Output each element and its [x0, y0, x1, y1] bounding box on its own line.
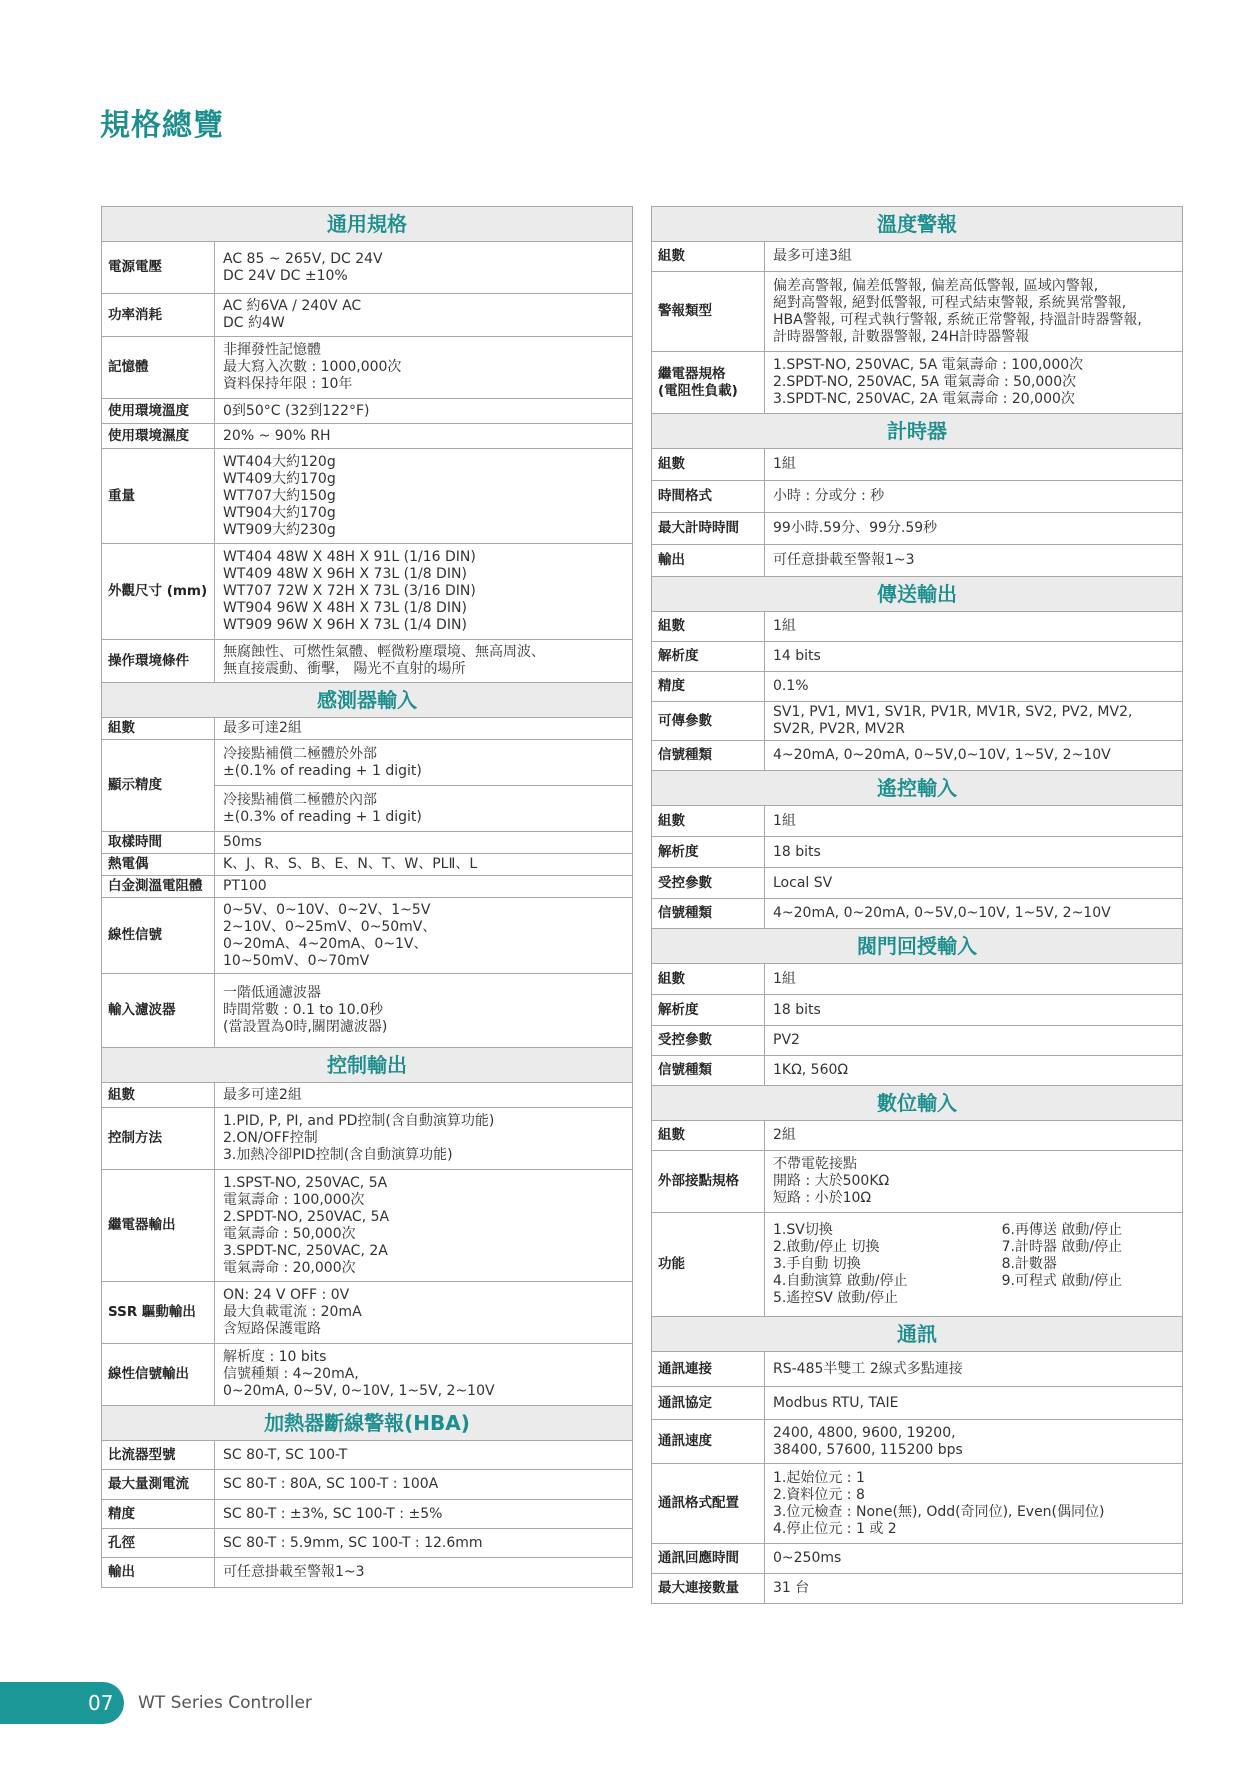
spec-value: 解析度 : 10 bits 信號種類 : 4~20mA, 0~20mA, 0~5V, 0~10V, 1~5V, 2~10V: [215, 1344, 633, 1406]
spec-value: 1組: [765, 612, 1183, 642]
spec-value: 0.1%: [765, 672, 1183, 702]
spec-row: [652, 1420, 1183, 1464]
spec-value: 18 bits: [765, 995, 1183, 1026]
spec-label: 信號種類: [652, 899, 765, 929]
spec-label: 顯示精度: [102, 740, 215, 832]
section-title: 計時器: [652, 414, 1183, 449]
footer-series-name: WT Series Controller: [138, 1693, 312, 1713]
spec-label: 組數: [652, 449, 765, 481]
spec-value: 1.SPST-NO, 250VAC, 5A 電氣壽命 : 100,000次 2.SPDT-NO, 250VAC, 5A 電氣壽命 : 50,000次 3.SPDT-NC, 250VAC, 2A 電氣壽命 : 20,000次: [215, 1170, 633, 1282]
spec-value: PV2: [765, 1026, 1183, 1056]
spec-row: [102, 1441, 633, 1470]
spec-row: [102, 1170, 633, 1282]
section-title: 加熱器斷線警報(HBA): [102, 1406, 633, 1441]
spec-row: [652, 513, 1183, 545]
spec-value: AC 約6VA / 240V AC DC 約4W: [215, 294, 633, 337]
spec-row: [652, 481, 1183, 513]
spec-value: 小時 : 分或分 : 秒: [765, 481, 1183, 513]
spec-label: 信號種類: [652, 1056, 765, 1086]
spec-label: 控制方法: [102, 1108, 215, 1170]
spec-label: 解析度: [652, 995, 765, 1026]
spec-row: [102, 854, 633, 876]
spec-row: [652, 612, 1183, 642]
spec-label: 記憶體: [102, 337, 215, 399]
spec-value: PT100: [215, 876, 633, 898]
spec-value: 20% ~ 90% RH: [215, 424, 633, 449]
spec-label: 輸出: [102, 1558, 215, 1588]
spec-row: [652, 1574, 1183, 1604]
spec-row: [102, 424, 633, 449]
spec-label: 最大連接數量: [652, 1574, 765, 1604]
spec-label: 使用環境溫度: [102, 399, 215, 424]
spec-value: 無腐蝕性、可燃性氣體、輕微粉塵環境、無高周波、 無直接震動、衝擊， 陽光不直射的場所: [215, 640, 633, 683]
spec-row: [652, 741, 1183, 771]
spec-label: 精度: [102, 1500, 215, 1529]
page-title: 規格總覽: [100, 108, 224, 143]
section-title: 感測器輸入: [102, 683, 633, 718]
left-spec-column: [101, 206, 633, 1588]
spec-label: 最大計時時間: [652, 513, 765, 545]
spec-row: [102, 1529, 633, 1558]
spec-row: [652, 899, 1183, 929]
spec-label: 組數: [652, 1121, 765, 1151]
spec-row: [652, 837, 1183, 868]
spec-row: [102, 974, 633, 1048]
spec-row: [102, 1108, 633, 1170]
spec-row: [102, 399, 633, 424]
spec-value: WT404 48W X 48H X 91L (1/16 DIN) WT409 48W X 96H X 73L (1/8 DIN) WT707 72W X 72H X 73L (3/16 DIN) WT904 96W X 48H X 73L (1/8 DIN) WT909 96W X 96H X 73L (1/4 DIN): [215, 544, 633, 640]
spec-value: K、J、R、S、B、E、N、T、W、PLⅡ、L: [215, 854, 633, 876]
spec-value: 非揮發性記憶體 最大寫入次數 : 1000,000次 資料保持年限 : 10年: [215, 337, 633, 399]
spec-label: 取樣時間: [102, 832, 215, 854]
spec-label: 操作環境條件: [102, 640, 215, 683]
spec-row: [652, 1026, 1183, 1056]
spec-row: [652, 642, 1183, 672]
spec-row: [102, 718, 633, 740]
spec-value: 0到50°C (32到122°F): [215, 399, 633, 424]
spec-label: 線性信號輸出: [102, 1344, 215, 1406]
spec-row: [652, 272, 1183, 352]
spec-label: 熱電偶: [102, 854, 215, 876]
spec-value: 0~250ms: [765, 1544, 1183, 1574]
spec-row: [652, 1151, 1183, 1213]
spec-row: [652, 1544, 1183, 1574]
spec-label: 通訊速度: [652, 1420, 765, 1464]
spec-value: ON: 24 V OFF : 0V 最大負載電流 : 20mA 含短路保護電路: [215, 1282, 633, 1344]
spec-label: 輸出: [652, 545, 765, 577]
spec-row: [652, 995, 1183, 1026]
spec-row: [102, 876, 633, 898]
spec-row: [652, 806, 1183, 837]
spec-value: SV1, PV1, MV1, SV1R, PV1R, MV1R, SV2, PV2, MV2, SV2R, PV2R, MV2R: [765, 702, 1183, 741]
spec-label: 使用環境濕度: [102, 424, 215, 449]
spec-label: SSR 驅動輸出: [102, 1282, 215, 1344]
spec-value: 最多可達3組: [765, 242, 1183, 272]
spec-value: 50ms: [215, 832, 633, 854]
spec-value: 4~20mA, 0~20mA, 0~5V,0~10V, 1~5V, 2~10V: [765, 741, 1183, 771]
spec-row: [102, 1282, 633, 1344]
spec-label: 受控參數: [652, 868, 765, 899]
spec-value: 冷接點補償二極體於外部 ±(0.1% of reading + 1 digit): [215, 740, 633, 786]
spec-value: 最多可達2組: [215, 1083, 633, 1108]
right-spec-column: [651, 206, 1183, 1604]
spec-value: 1組: [765, 964, 1183, 995]
spec-row: [652, 449, 1183, 481]
spec-row: [652, 702, 1183, 741]
spec-value: 2組: [765, 1121, 1183, 1151]
spec-row: [652, 868, 1183, 899]
spec-value: 偏差高警報, 偏差低警報, 偏差高低警報, 區域內警報, 絕對高警報, 絕對低警報, 可程式結束警報, 系統異常警報, HBA警報, 可程式執行警報, 系統正常警報, 持溫計時器警報, 計時器警報, 計數器警報, 24H計時器警報: [765, 272, 1183, 352]
spec-value: [765, 1213, 1183, 1317]
function-list-col2: 6.再傳送 啟動/停止 7.計時器 啟動/停止 8.計數器 9.可程式 啟動/停止: [1001, 1222, 1123, 1289]
function-list-col1: 1.SV切換 2.啟動/停止 切換 3.手自動 切換 4.自動演算 啟動/停止 5.遙控SV 啟動/停止: [773, 1222, 908, 1306]
spec-value: SC 80-T : 80A, SC 100-T : 100A: [215, 1470, 633, 1500]
spec-value: 31 台: [765, 1574, 1183, 1604]
spec-value: 0~5V、0~10V、0~2V、1~5V 2~10V、0~25mV、0~50mV、 0~20mA、4~20mA、0~1V、 10~50mV、0~70mV: [215, 898, 633, 974]
spec-row: [652, 964, 1183, 995]
section-title: 遙控輸入: [652, 771, 1183, 806]
spec-label: 時間格式: [652, 481, 765, 513]
spec-value: RS-485半雙工 2線式多點連接: [765, 1352, 1183, 1387]
spec-row: [102, 1500, 633, 1529]
spec-label: 輸入濾波器: [102, 974, 215, 1048]
spec-label: 通訊格式配置: [652, 1464, 765, 1544]
spec-label: 組數: [652, 806, 765, 837]
spec-label: 孔徑: [102, 1529, 215, 1558]
spec-row: [652, 1352, 1183, 1387]
spec-label: 功能: [652, 1213, 765, 1317]
spec-row: [102, 740, 633, 786]
spec-row: [652, 1387, 1183, 1420]
spec-label: 組數: [102, 718, 215, 740]
spec-row: [102, 1083, 633, 1108]
spec-row: [102, 242, 633, 294]
section-title: 溫度警報: [652, 207, 1183, 242]
spec-value: 冷接點補償二極體於內部 ±(0.3% of reading + 1 digit): [215, 786, 633, 832]
spec-label: 電源電壓: [102, 242, 215, 294]
spec-value: 1.PID, P, PI, and PD控制(含自動演算功能) 2.ON/OFF控制 3.加熱冷卻PID控制(含自動演算功能): [215, 1108, 633, 1170]
spec-value: 2400, 4800, 9600, 19200, 38400, 57600, 115200 bps: [765, 1420, 1183, 1464]
spec-value: 最多可達2組: [215, 718, 633, 740]
spec-label: 外部接點規格: [652, 1151, 765, 1213]
section-title: 通訊: [652, 1317, 1183, 1352]
spec-row: [102, 449, 633, 544]
spec-value: 1組: [765, 449, 1183, 481]
spec-label: 外觀尺寸 (mm): [102, 544, 215, 640]
spec-value: SC 80-T, SC 100-T: [215, 1441, 633, 1470]
spec-value: 14 bits: [765, 642, 1183, 672]
spec-value: 不帶電乾接點 開路 : 大於500KΩ 短路 : 小於10Ω: [765, 1151, 1183, 1213]
spec-value: Local SV: [765, 868, 1183, 899]
spec-row: [102, 640, 633, 683]
spec-value: Modbus RTU, TAIE: [765, 1387, 1183, 1420]
spec-row: [102, 294, 633, 337]
spec-label: 功率消耗: [102, 294, 215, 337]
spec-label: 線性信號: [102, 898, 215, 974]
spec-value: 1.SPST-NO, 250VAC, 5A 電氣壽命 : 100,000次 2.SPDT-NO, 250VAC, 5A 電氣壽命 : 50,000次 3.SPDT-NC, 250VAC, 2A 電氣壽命 : 20,000次: [765, 352, 1183, 414]
spec-label: 組數: [102, 1083, 215, 1108]
spec-label: 繼電器輸出: [102, 1170, 215, 1282]
spec-row: [652, 545, 1183, 577]
spec-label: 比流器型號: [102, 1441, 215, 1470]
spec-row: [102, 898, 633, 974]
spec-row: [102, 1470, 633, 1500]
spec-row: [102, 544, 633, 640]
spec-label: 受控參數: [652, 1026, 765, 1056]
spec-row: [652, 242, 1183, 272]
spec-value: 1組: [765, 806, 1183, 837]
spec-label: 最大量測電流: [102, 1470, 215, 1500]
spec-label: 信號種類: [652, 741, 765, 771]
section-title: 通用規格: [102, 207, 633, 242]
section-title: 控制輸出: [102, 1048, 633, 1083]
page-number: 07: [88, 1691, 114, 1715]
spec-label: 解析度: [652, 642, 765, 672]
spec-value: SC 80-T : 5.9mm, SC 100-T : 12.6mm: [215, 1529, 633, 1558]
spec-row: [652, 1464, 1183, 1544]
spec-row: [102, 1344, 633, 1406]
spec-label: 通訊協定: [652, 1387, 765, 1420]
spec-value: 99小時.59分、99分.59秒: [765, 513, 1183, 545]
spec-row: [652, 352, 1183, 414]
spec-label: 通訊回應時間: [652, 1544, 765, 1574]
spec-label: 通訊連接: [652, 1352, 765, 1387]
spec-label: 警報類型: [652, 272, 765, 352]
spec-row: [652, 1056, 1183, 1086]
section-title: 閥門回授輸入: [652, 929, 1183, 964]
spec-row: [102, 337, 633, 399]
spec-value: 可任意掛載至警報1~3: [765, 545, 1183, 577]
spec-row: [652, 1213, 1183, 1317]
spec-label: 白金測溫電阻體: [102, 876, 215, 898]
spec-row: [102, 832, 633, 854]
spec-value: 可任意掛載至警報1~3: [215, 1558, 633, 1588]
section-title: 數位輸入: [652, 1086, 1183, 1121]
spec-label: 精度: [652, 672, 765, 702]
spec-value: 1KΩ, 560Ω: [765, 1056, 1183, 1086]
spec-label: 組數: [652, 964, 765, 995]
spec-value: WT404大約120g WT409大約170g WT707大約150g WT904大約170g WT909大約230g: [215, 449, 633, 544]
spec-label: 解析度: [652, 837, 765, 868]
spec-label: 重量: [102, 449, 215, 544]
section-title: 傳送輸出: [652, 577, 1183, 612]
spec-value: 18 bits: [765, 837, 1183, 868]
spec-row: [102, 1558, 633, 1588]
spec-value: 1.起始位元 : 1 2.資料位元 : 8 3.位元檢查 : None(無), Odd(奇同位), Even(偶同位) 4.停止位元 : 1 或 2: [765, 1464, 1183, 1544]
spec-label: 繼電器規格 (電阻性負載): [652, 352, 765, 414]
spec-label: 組數: [652, 242, 765, 272]
spec-label: 組數: [652, 612, 765, 642]
spec-row: [652, 1121, 1183, 1151]
spec-value: AC 85 ~ 265V, DC 24V DC 24V DC ±10%: [215, 242, 633, 294]
spec-row: [652, 672, 1183, 702]
spec-value: SC 80-T : ±3%, SC 100-T : ±5%: [215, 1500, 633, 1529]
spec-value: 一階低通濾波器 時間常數 : 0.1 to 10.0秒 (當設置為0時,關閉濾波器): [215, 974, 633, 1048]
spec-label: 可傳參數: [652, 702, 765, 741]
spec-value: 4~20mA, 0~20mA, 0~5V,0~10V, 1~5V, 2~10V: [765, 899, 1183, 929]
